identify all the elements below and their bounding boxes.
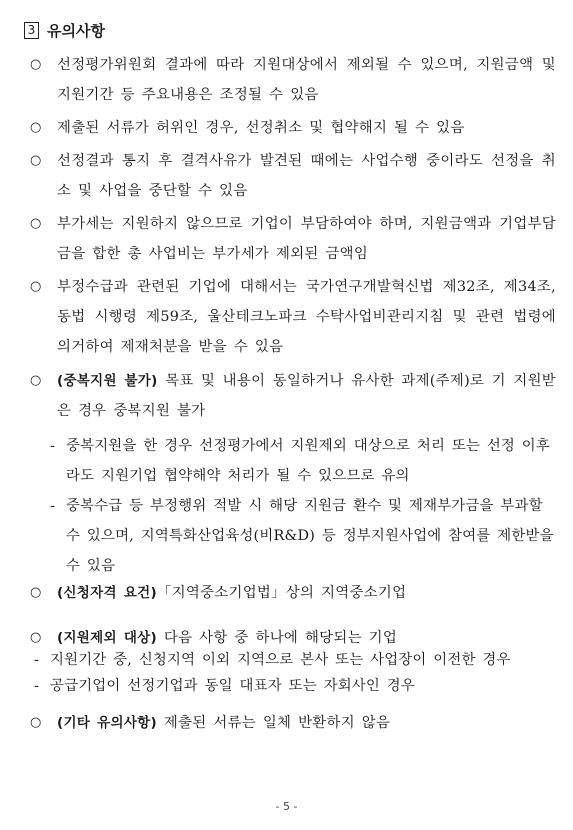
- notice-item: [30, 113, 556, 143]
- sub-item-text: 공급기업이 선정기업과 동일 대표자 또는 자회사인 경우: [50, 678, 415, 694]
- dash-icon: -: [50, 498, 55, 514]
- sub-item-text: 중복지원을 한 경우 선정평가에서 지원제외 대상으로 처리 또는 선정 이후라도 지원기업 협약해약 처리가 될 수 있으므로 유의: [66, 438, 551, 484]
- notice-label: (신청자격 요건): [57, 585, 157, 601]
- notice-text: 부정수급과 관련된 기업에 대해서는 국가연구개발혁신법 제32조, 제34조, 동법 시행령 제59조, 울산테크노파크 수탁사업비관리지침 및 관련 법령에 의거하여 제재처분을 받을 수 있음: [57, 279, 556, 355]
- notice-label: (지원제외 대상): [57, 630, 157, 646]
- notice-text: 선정평가위원회 결과에 따라 지원대상에서 제외될 수 있으며, 지원금액 및 지원기간 등 주요내용은 조정될 수 있음: [57, 57, 556, 103]
- notice-text: (기타 유의사항) 제출된 서류는 일체 반환하지 않음: [57, 715, 391, 731]
- notice-item: [30, 146, 556, 206]
- sub-item-text: 지원기간 중, 신청지역 이외 지역으로 본사 또는 사업장이 이전한 경우: [50, 652, 511, 668]
- sub-item: [30, 431, 556, 491]
- sub-item: [30, 647, 556, 673]
- dash-icon: -: [50, 438, 55, 454]
- notice-item: [30, 272, 556, 362]
- notice-text: (지원제외 대상) 다음 사항 중 하나에 해당되는 기업: [57, 630, 398, 646]
- notice-label: (중복지원 불가): [57, 373, 158, 389]
- bullet-icon: ○: [30, 279, 42, 294]
- dash-icon: -: [34, 652, 39, 668]
- section-number: 3: [24, 22, 39, 39]
- bullet-icon: ○: [30, 216, 42, 231]
- bullet-icon: ○: [30, 585, 42, 600]
- notice-item-other: [30, 708, 556, 738]
- bullet-icon: ○: [30, 120, 42, 135]
- bullet-icon: ○: [30, 57, 42, 72]
- section-title: 유의사항: [47, 22, 105, 40]
- notice-text: 부가세는 지원하지 않으므로 기업이 부담하여야 하며, 지원금액과 기업부담금을 합한 총 사업비는 부가세가 제외된 금액임: [57, 216, 556, 262]
- notice-item-eligibility: [30, 578, 556, 608]
- notice-text: 선정결과 통지 후 결격사유가 발견된 때에는 사업수행 중이라도 선정을 취소 및 사업을 중단할 수 있음: [57, 153, 556, 199]
- notice-text: 제출된 서류가 허위인 경우, 선정취소 및 협약해지 될 수 있음: [57, 120, 465, 136]
- bullet-icon: ○: [30, 715, 42, 730]
- notice-item: [30, 50, 556, 110]
- section-heading: [24, 20, 105, 41]
- bullet-icon: ○: [30, 373, 42, 388]
- bullet-icon: ○: [30, 630, 42, 645]
- page-number: - 5 -: [275, 800, 298, 813]
- bullet-icon: ○: [30, 153, 42, 168]
- dash-icon: -: [34, 678, 39, 694]
- notice-item-duplicate-support: [30, 366, 556, 426]
- notice-text: (중복지원 불가) 목표 및 내용이 동일하거나 유사한 과제(주제)로 기 지원받은 경우 중복지원 불가: [57, 373, 556, 419]
- notice-item: [30, 209, 556, 269]
- notice-label: (기타 유의사항): [57, 715, 157, 731]
- notice-text: (신청자격 요건)「지역중소기업법」상의 지역중소기업: [57, 585, 407, 601]
- sub-item-text: 중복수급 등 부정행위 적발 시 해당 지원금 환수 및 제재부가금을 부과할 수 있으며, 지역특화산업육성(비R&D) 등 정부지원사업에 참여를 제한받을 수 있음: [66, 498, 554, 574]
- sub-item: [30, 491, 556, 581]
- sub-item: [30, 673, 556, 699]
